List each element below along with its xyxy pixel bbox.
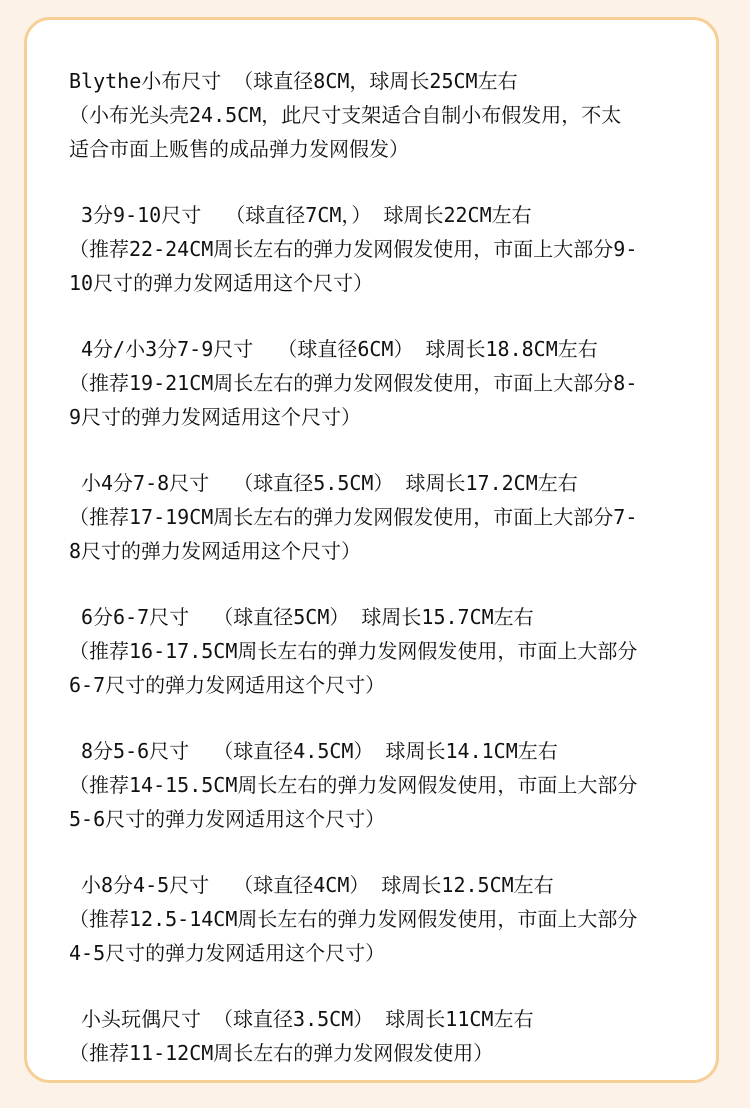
size-heading: 小头玩偶尺寸 （球直径3.5CM） 球周长11CM左右 (81, 1007, 534, 1031)
size-section-3fen (69, 198, 719, 300)
size-heading: 4分/小3分7-9尺寸 （球直径6CM） 球周长18.8CM左右 (81, 337, 598, 361)
info-card (24, 17, 719, 1083)
size-section-4fen (69, 332, 719, 434)
size-heading: 小4分7-8尺寸 （球直径5.5CM） 球周长17.2CM左右 (81, 471, 578, 495)
size-heading: 小8分4-5尺寸 （球直径4CM） 球周长12.5CM左右 (81, 873, 554, 897)
size-note: 8尺寸的弹力发网适用这个尺寸） (69, 539, 362, 563)
size-heading: 6分6-7尺寸 （球直径5CM） 球周长15.7CM左右 (81, 605, 534, 629)
size-section-small-head-doll (69, 1002, 719, 1070)
size-note: （推荐22-24CM周长左右的弹力发网假发使用，市面上大部分9- (69, 237, 638, 261)
size-section-small-4fen (69, 466, 719, 568)
size-note: （推荐14-15.5CM周长左右的弹力发网假发使用，市面上大部分 (69, 773, 638, 797)
size-section-blythe (69, 64, 719, 166)
size-note: （推荐12.5-14CM周长左右的弹力发网假发使用，市面上大部分 (69, 907, 638, 931)
size-note: （小布光头壳24.5CM，此尺寸支架适合自制小布假发用，不太 (69, 103, 622, 127)
size-note: （推荐17-19CM周长左右的弹力发网假发使用，市面上大部分7- (69, 505, 638, 529)
size-note: 5-6尺寸的弹力发网适用这个尺寸） (69, 807, 386, 831)
size-section-small-8fen (69, 868, 719, 970)
size-note: 9尺寸的弹力发网适用这个尺寸） (69, 405, 362, 429)
size-note: （推荐11-12CM周长左右的弹力发网假发使用） (69, 1041, 494, 1065)
size-note: （推荐19-21CM周长左右的弹力发网假发使用，市面上大部分8- (69, 371, 638, 395)
size-section-8fen (69, 734, 719, 836)
size-note: 适合市面上贩售的成品弹力发网假发） (69, 137, 409, 161)
size-note: 10尺寸的弹力发网适用这个尺寸） (69, 271, 374, 295)
size-heading: Blythe小布尺寸 （球直径8CM，球周长25CM左右 (69, 69, 518, 93)
size-note: （推荐16-17.5CM周长左右的弹力发网假发使用，市面上大部分 (69, 639, 638, 663)
size-heading: 8分5-6尺寸 （球直径4.5CM） 球周长14.1CM左右 (81, 739, 558, 763)
size-note: 4-5尺寸的弹力发网适用这个尺寸） (69, 941, 386, 965)
size-heading: 3分9-10尺寸 （球直径7CM，） 球周长22CM左右 (81, 203, 532, 227)
size-list (69, 64, 719, 1070)
size-note: 6-7尺寸的弹力发网适用这个尺寸） (69, 673, 386, 697)
size-section-6fen (69, 600, 719, 702)
